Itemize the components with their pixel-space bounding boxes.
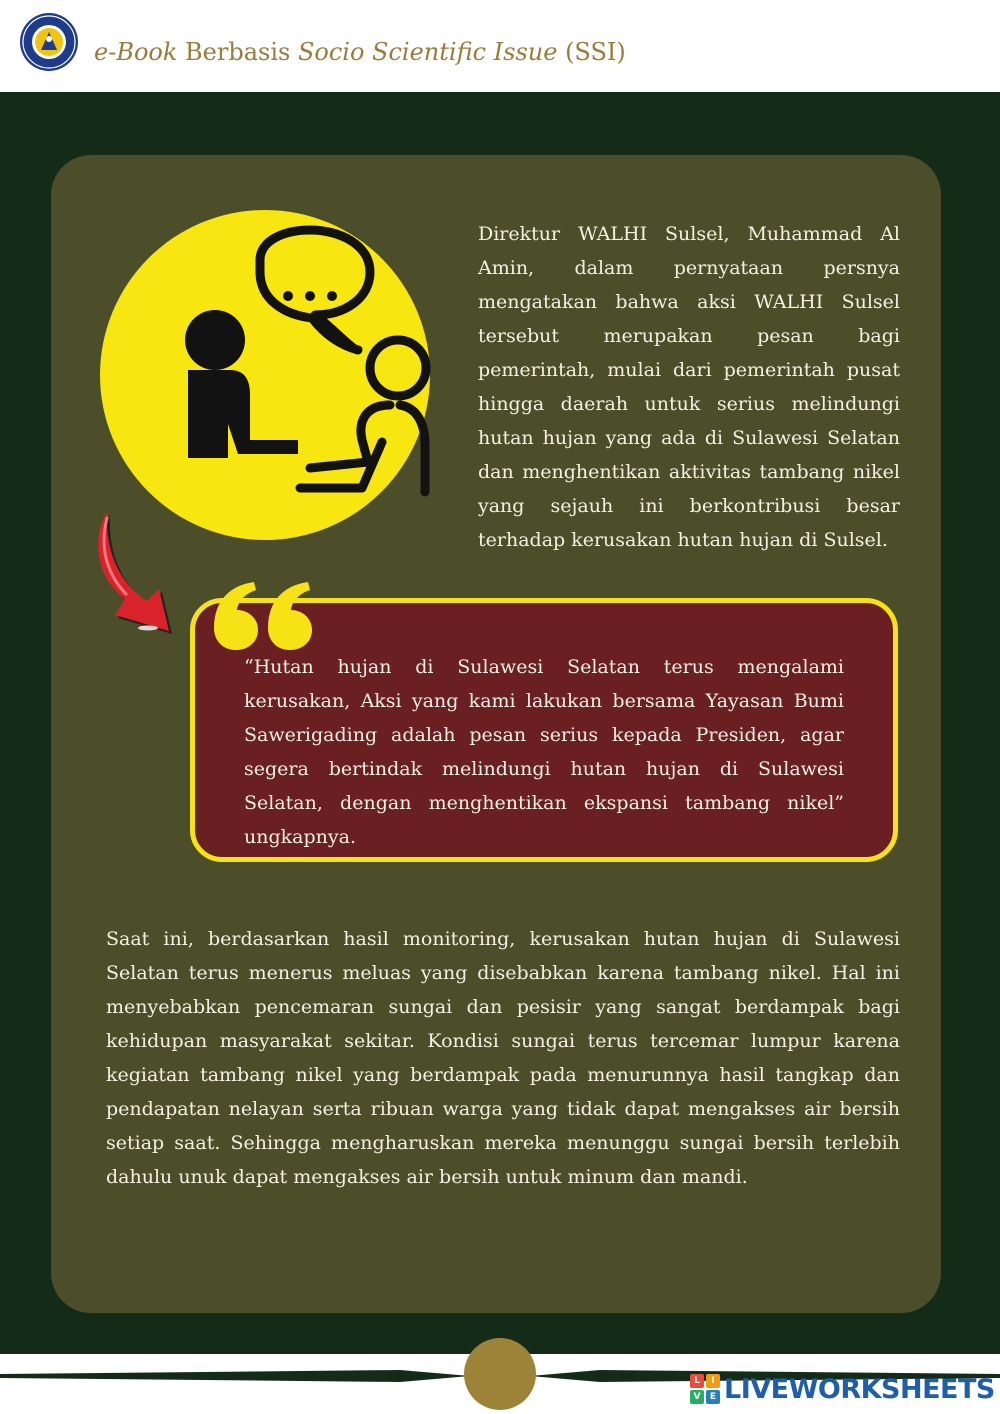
header-title (94, 38, 626, 66)
body-paragraph: Saat ini, berdasarkan hasil monitoring, kerusakan hutan hujan di Sulawesi Selatan terus menerus meluas yang disebabkan karena tambang nikel. Hal ini menyebabkan pencemaran sungai dan pesisir yang sangat berdampak bagi kehidupan masyarakat sekitar. Kondisi sungai terus tercemar lumpur karena kegiatan tambang nikel yang berdampak pada menurunnya hasil tangkap dan pendapatan nelayan serta ribuan warga yang tidak dapat mengakses air bersih setiap saat. Sehingga mengharuskan mereka menunggu sungai bersih terlebih dahulu unuk dapat mengakses air bersih untuk minum dan mandi. (106, 928, 900, 1188)
liveworksheets-icon (690, 1374, 720, 1404)
liveworksheets-brand[interactable] (690, 1372, 995, 1406)
intro-paragraph: Direktur WALHI Sulsel, Muhammad Al Amin, dalam pernyataan persnya mengatakan bahwa aksi WALHI Sulsel tersebut merupakan pesan bagi pemerintah, mulai dari pemerintah pusat hingga daerah untuk serius melindungi hutan hujan yang ada di Sulawesi Selatan dan menghentikan aktivitas tambang nikel yang sejauh ini berkontribusi besar terhadap kerusakan hutan hujan di Sulsel. (478, 223, 900, 551)
conversation-icon (100, 210, 440, 540)
lw-icon-v: V (690, 1390, 704, 1404)
liveworksheets-text: LIVEWORKSHEETS (724, 1373, 995, 1405)
quote-text: “Hutan hujan di Sulawesi Selatan terus mengalami kerusakan, Aksi yang kami lakukan bersama Yayasan Bumi Sawerigading adalah pesan serius kepada Presiden, agar segera bertindak melindungi hutan hujan di Sulawesi Selatan, dengan menghentikan ekspansi tambang nikel” ungkapnya. (244, 656, 844, 848)
university-logo-icon (19, 12, 79, 72)
title-ebook: e-Book (94, 38, 178, 66)
lw-icon-i: I (706, 1374, 720, 1388)
curved-arrow-icon (90, 510, 180, 640)
title-ssi-italic: Socio Scientific Issue (297, 38, 558, 66)
lw-icon-l: L (690, 1374, 704, 1388)
title-ssi-abbr: (SSI) (557, 38, 626, 66)
footer-ornament (464, 1338, 536, 1410)
lw-icon-e: E (706, 1390, 720, 1404)
quote-mark-icon (206, 580, 326, 650)
page-header (0, 0, 1000, 92)
title-berbasis: Berbasis (177, 38, 298, 66)
